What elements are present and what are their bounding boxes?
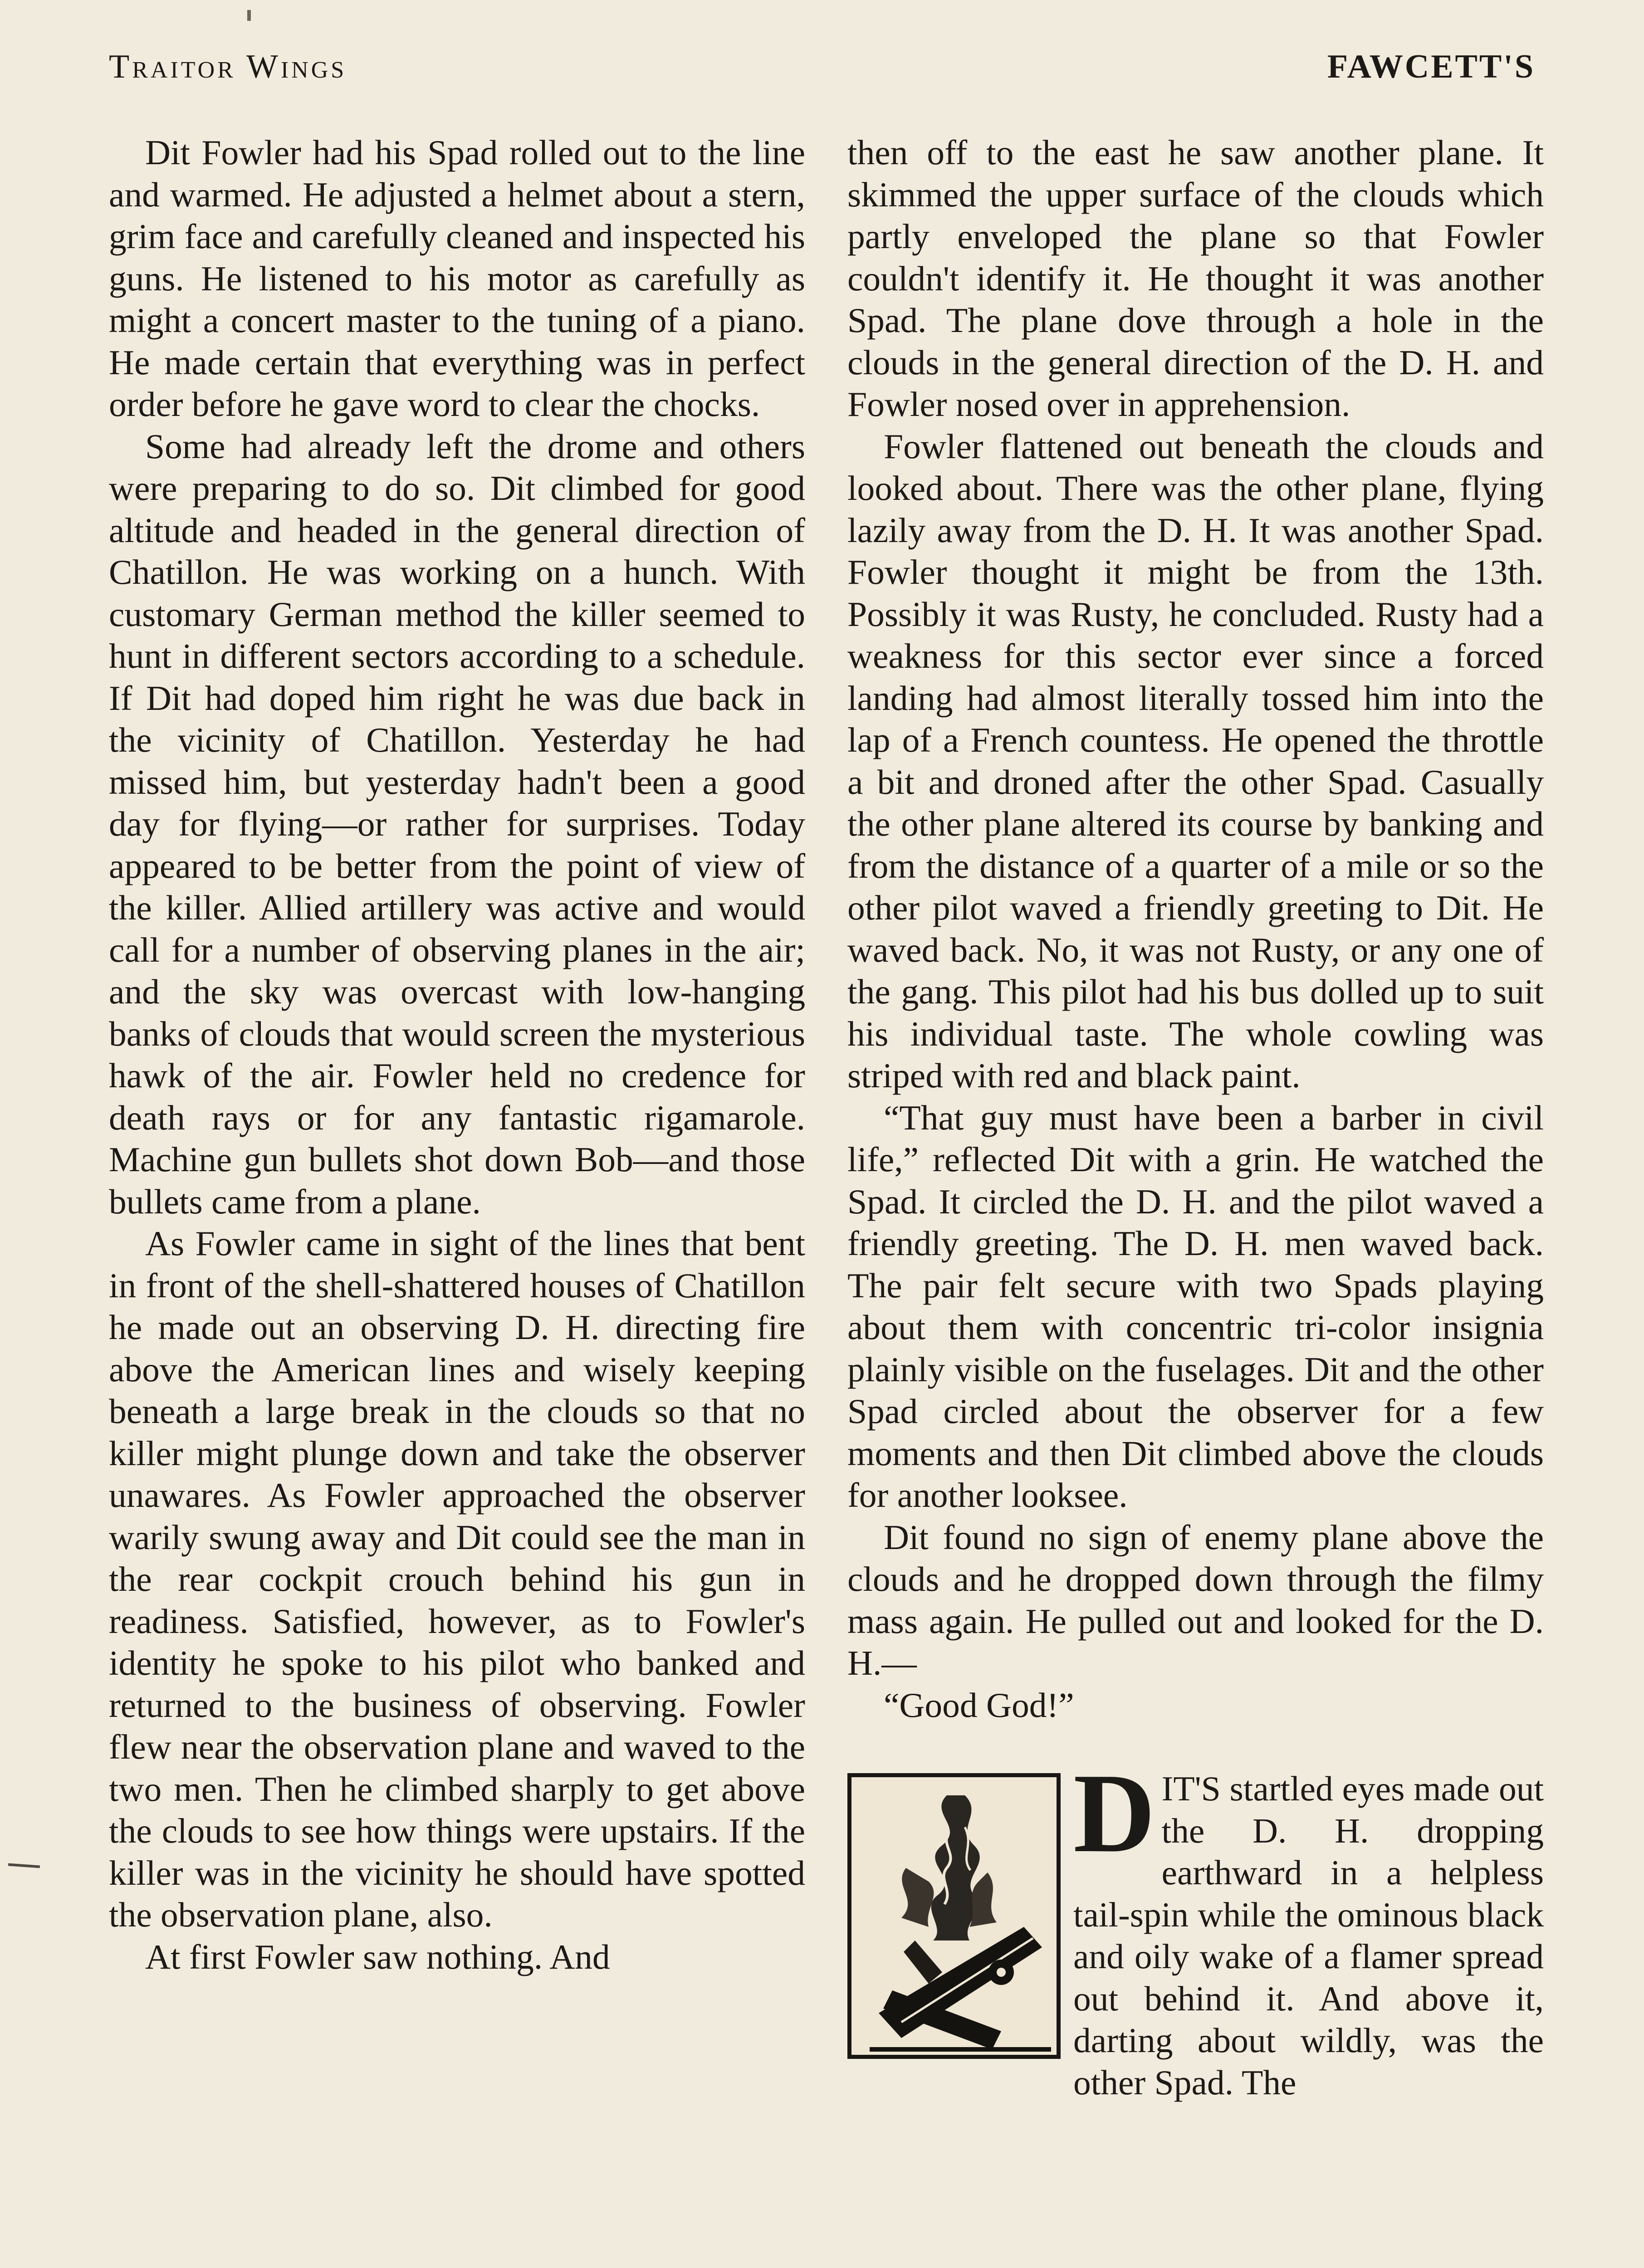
top-edge-mark [247,10,251,21]
section-opening [847,1750,1544,2103]
section-text: IT'S startled eyes made out the D. H. dropping earthward in a helpless tail-spin while the ominous black and oily wake of a flamer spread out behind it. And above it, darting about wildly, was the other Spad. The [1073,1769,1544,2102]
paragraph: “Good God!” [884,1685,1074,1725]
paragraph: Dit found no sign of enemy plane above the clouds and he dropped down through the filmy mass again. He pulled out and looked for the D. H.— [847,1517,1544,1682]
paragraph: As Fowler came in sight of the lines that bent in front of the shell-shattered houses of Chatillon he made out an observing D. H. directing fire above the American lines and wisely keeping beneath a large break in the clouds so that no killer might plunge down and take the observer unawares. As Fowler approached the observer warily swung away and Dit could see the man in the rear cockpit crouch behind his gun in readiness. Satisfied, however, as to Fowler's identity he spoke to his pilot who banked and returned to the business of observing. Fowler flew near the observation plane and waved to the two men. Then he climbed sharply to get above the clouds to see how things were upstairs. If the killer was in the vicinity he should have spotted the observation plane, also. [109,1224,805,1934]
paragraph: Some had already left the drome and others were preparing to do so. Dit climbed for good altitude and headed in the general direction of Chatillon. He was working on a hunch. With customary German method the killer seemed to hunt in different sectors according to a schedule. If Dit had doped him right he was due back in the vicinity of Chatillon. Yesterday he had missed him, but yesterday hadn't been a good day for flying—or rather for surprises. Today appeared to be better from the point of view of the killer. Allied artillery was active and would call for a number of observing planes in the air; and the sky was overcast with low-hanging banks of clouds that would screen the mysterious hawk of the air. Fowler held no credence for death rays or for any fantastic rigamarole. Machine gun bullets shot down Bob—and those bullets came from a plane. [109,426,805,1221]
left-column [109,132,805,1978]
page-header [109,48,1535,98]
paragraph: then off to the east he saw another plane. It skimmed the upper surface of the clouds which partly enveloped the plane so that Fowler couldn't identify it. He thought it was another Spad. The plane dove through a hole in the clouds in the general direction of the D. H. and Fowler nosed over in apprehension. [847,133,1544,424]
drop-cap: D [1073,1750,1155,1876]
margin-mark [8,1863,40,1868]
running-title: Traitor Wings [109,48,347,85]
paragraph: At first Fowler saw nothing. And [145,1937,610,1976]
paragraph: Dit Fowler had his Spad rolled out to the line and warmed. He adjusted a helmet about a stern, grim face and carefully cleaned and inspected his guns. He listened to his motor as carefully as might a concert master to the tuning of a piano. He made certain that everything was in perfect order before he gave word to clear the chocks. [109,133,805,424]
paragraph: “That guy must have been a barber in civil life,” reflected Dit with a grin. He watched the Spad. It circled the D. H. and the pilot waved a friendly greeting. The D. H. men waved back. The pair felt secure with two Spads playing about them with concentric tri-color insignia plainly visible on the fuselages. Dit and the other Spad circled about the observer for a few moments and then Dit climbed above the clouds for another looksee. [847,1098,1544,1515]
flames-wreck-icon [851,1777,1057,2055]
crashed-plane-illustration [847,1773,1061,2059]
magazine-name: FAWCETT'S [1327,48,1535,85]
right-column [847,132,1544,2103]
paragraph: Fowler flattened out beneath the clouds and looked about. There was the other plane, flying lazily away from the D. H. It was another Spad. Fowler thought it might be from the 13th. Possibly it was Rusty, he concluded. Rusty had a weakness for this sector ever since a forced landing had almost literally tossed him into the lap of a French countess. He opened the throttle a bit and droned after the other Spad. Casually the other plane altered its course by banking and from the distance of a quarter of a mile or so the other pilot waved a friendly greeting to Dit. He waved back. No, it was not Rusty, or any one of the gang. This pilot had his bus dolled up to suit his individual taste. The whole cowling was striped with red and black paint. [847,426,1544,1095]
